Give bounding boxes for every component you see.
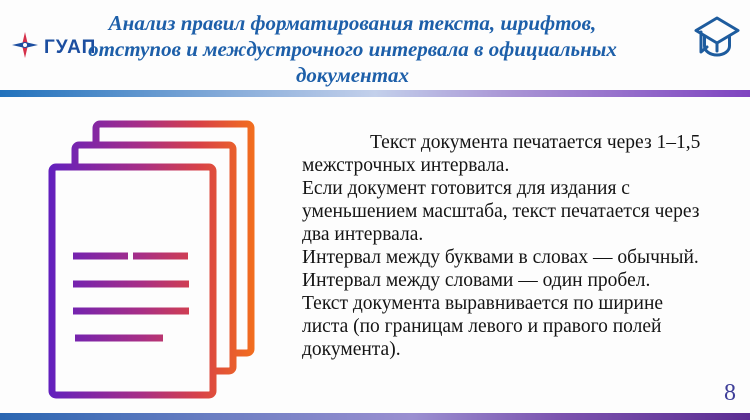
body-text-line: Текст документа печатается через 1–1,5: [370, 132, 701, 153]
header-divider: [0, 90, 750, 97]
body-text-line: листа (по границам левого и правого полей: [302, 316, 662, 337]
page-number: 8: [724, 380, 736, 406]
graduation-cap-icon: [692, 15, 742, 68]
body-text-line: уменьшением масштаба, текст печатается через: [302, 201, 700, 222]
documents-stack-icon: [45, 116, 260, 405]
slide-title: [75, 10, 630, 88]
footer-divider: [0, 413, 750, 420]
suai-star-icon: [12, 32, 38, 63]
slide-title-line: отступов и междустрочного интервала в официальных: [88, 37, 617, 61]
logo-text: ГУАП: [44, 36, 97, 58]
body-text-line: Интервал между словами — один пробел.: [302, 270, 651, 291]
body-text-line: Текст документа выравнивается по ширине: [302, 293, 664, 314]
body-text-line: межстрочных интервала.: [302, 155, 510, 176]
slide-title-line: Анализ правил форматирования текста, шрифтов,: [108, 11, 597, 35]
body-text-line: Интервал между буквами в словах — обычный.: [302, 247, 699, 268]
body-text-line: Если документ готовится для издания с: [302, 178, 630, 199]
body-text-line: два интервала.: [302, 224, 424, 245]
body-text-block: [302, 131, 734, 361]
body-text-line: документа).: [302, 339, 401, 360]
slide-title-line: документах: [295, 63, 410, 87]
